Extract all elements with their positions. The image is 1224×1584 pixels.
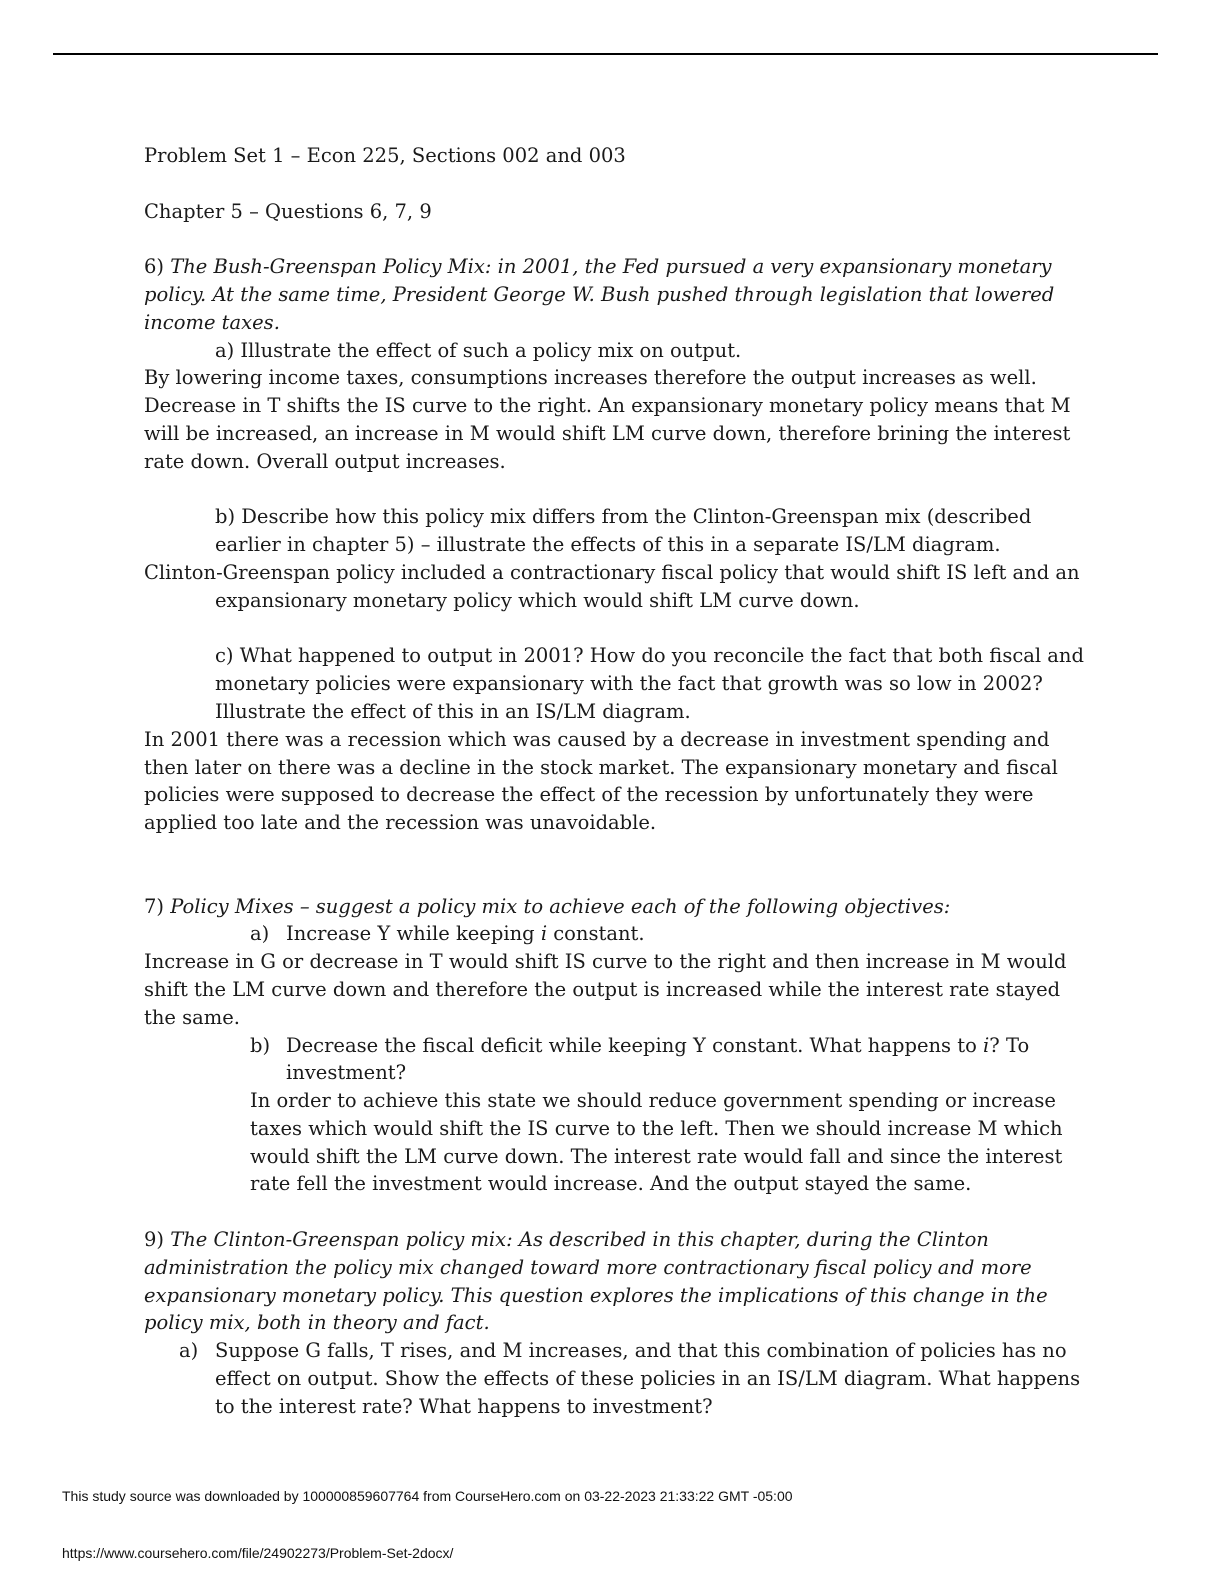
document-body	[144, 142, 1084, 1421]
q6-prompt	[144, 253, 1084, 336]
q7-number: 7)	[144, 894, 171, 918]
source-url-link[interactable]: https://www.coursehero.com/file/24902273/Problem-Set-2docx/	[62, 1545, 454, 1561]
q9a-label: a)	[179, 1339, 199, 1363]
q6b-question: b) Describe how this policy mix differs from the Clinton-Greenspan mix (described earlier in chapter 5) – illustrate the effects of this in a separate IS/LM diagram.	[215, 505, 1032, 557]
q6c-answer: In 2001 there was a recession which was caused by a decrease in investment spending and then later on there was a decline in the stock market. The expansionary monetary and fiscal policies were supposed to decrease the effect of the recession by unfortunately they were applied too late and the recession was unavoidable.	[144, 727, 1058, 835]
q6-prompt-text: The Bush-Greenspan Policy Mix: in 2001, the Fed pursued a very expansionary monetary policy. At the same time, President George W. Bush pushed through legislation that lowered income taxes.	[144, 255, 1055, 334]
q7b-label: b)	[250, 1033, 271, 1057]
q7a-label: a)	[250, 922, 270, 946]
q7b-answer: In order to achieve this state we should reduce government spending or increase taxes which would shift the IS curve to the left. Then we should increase M which would shift the LM curve down. The interest rate would fall and since the interest rate fell the investment would increase. And the output stayed the same.	[250, 1089, 1063, 1196]
q7-prompt	[144, 893, 1084, 921]
download-source-notice: This study source was downloaded by 100000859607764 from CourseHero.com on 03-22-2023 21:33:22 GMT -05:00	[62, 1488, 793, 1504]
q6a-question: a) Illustrate the effect of such a policy mix on output.	[215, 338, 742, 362]
q9-prompt	[144, 1226, 1084, 1337]
q9a-question: Suppose G falls, T rises, and M increases, and that this combination of policies has no effect on output. Show the effects of these policies in an IS/LM diagram. What happens to the interest rate? What happens to investment?	[215, 1339, 1081, 1418]
chapter-heading: Chapter 5 – Questions 6, 7, 9	[144, 199, 432, 223]
q9-number: 9)	[144, 1228, 171, 1252]
q7a-item	[144, 920, 1084, 948]
q7a-question: Increase Y while keeping i constant.	[286, 922, 645, 946]
q7b-item	[144, 1032, 1084, 1088]
document-title: Problem Set 1 – Econ 225, Sections 002 and 003	[144, 144, 626, 167]
top-rule	[53, 53, 1158, 55]
q6a-answer: By lowering income taxes, consumptions increases therefore the output increases as well. Decrease in T shifts the IS curve to the right. An expansionary monetary policy means that M will be increased, an increase in M would shift LM curve down, therefore brining the interest rate down. Overall output increases.	[144, 366, 1071, 473]
q6b-answer: Clinton-Greenspan policy included a contractionary fiscal policy that would shift IS left and an expansionary monetary policy which would shift LM curve down.	[144, 560, 1080, 612]
q9a-item	[144, 1337, 1084, 1420]
q6-number: 6)	[144, 255, 171, 279]
q7b-question: Decrease the fiscal deficit while keeping Y constant. What happens to i? To investment?	[286, 1033, 1030, 1085]
q7a-answer: Increase in G or decrease in T would shift IS curve to the right and then increase in M would shift the LM curve down and therefore the output is increased while the interest rate stayed the same.	[144, 950, 1067, 1029]
q7-prompt-text: Policy Mixes – suggest a policy mix to achieve each of the following objectives:	[170, 894, 951, 918]
q6c-question: c) What happened to output in 2001? How do you reconcile the fact that both fiscal and monetary policies were expansionary with the fact that growth was so low in 2002? Illustrate the effect of this in an IS/LM diagram.	[215, 644, 1084, 723]
q9-prompt-text: The Clinton-Greenspan policy mix: As described in this chapter, during the Clinton administration the policy mix changed toward more contractionary fiscal policy and more expansionary monetary policy. This question explores the implications of this change in the policy mix, both in theory and fact.	[144, 1228, 1048, 1335]
